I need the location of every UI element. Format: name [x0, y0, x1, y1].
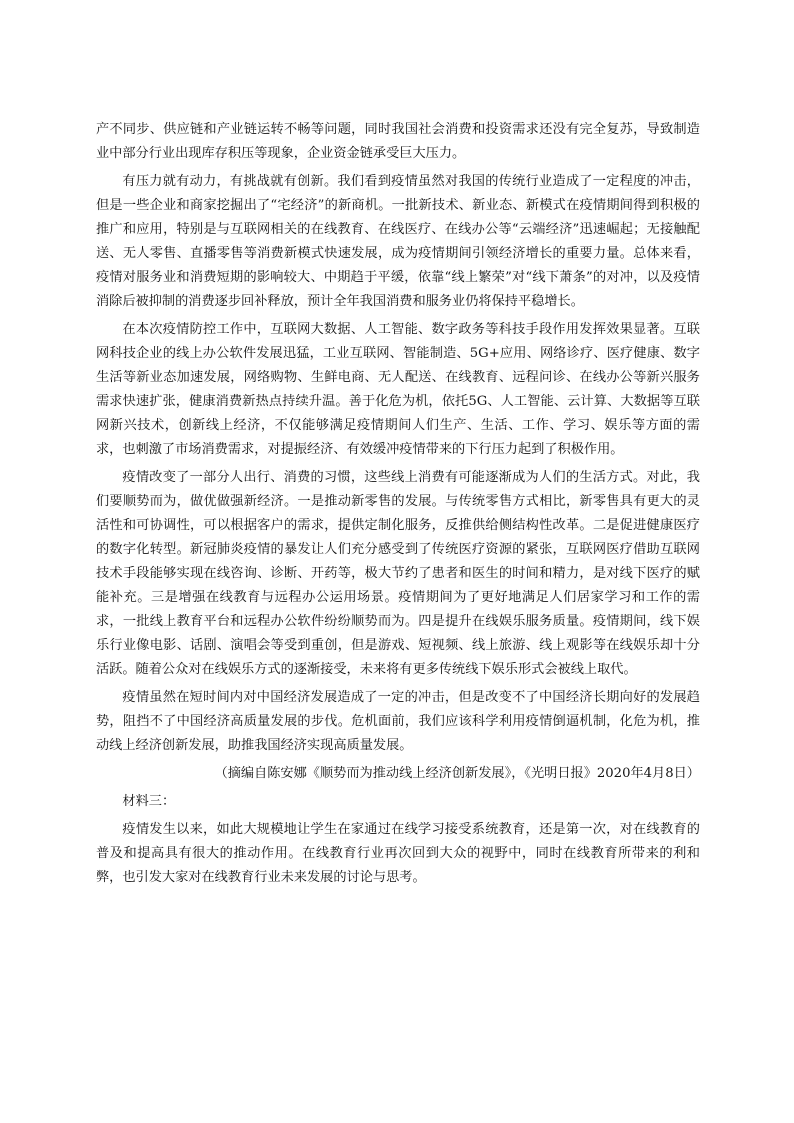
paragraph-continuation: 产不同步、供应链和产业链运转不畅等问题，同时我国社会消费和投资需求还没有完全复苏，导致制造业中部分行业出现库存积压等现象，企业资金链承受巨大压力。 [96, 122, 700, 161]
paragraph-conclusion: 疫情虽然在短时间内对中国经济发展造成了一定的冲击，但是改变不了中国经济长期向好的发展趋势，阻挡不了中国经济高质量发展的步伐。危机面前，我们应该科学利用疫情倒逼机制，化危为机，推动线上经济创新发展，助推我国经济实现高质量发展。 [96, 690, 700, 753]
material-label: 材料三： [122, 794, 176, 809]
paragraph-material-three: 疫情发生以来，如此大规模地让学生在家通过在线学习接受系统教育，还是第一次，对在线教育的普及和提高具有很大的推动作用。在线教育行业再次回到大众的视野中，同时在线教育所带来的利和弊，也引发大家对在线教育行业未来发展的讨论与思考。 [96, 822, 700, 885]
paragraph-new-economy: 疫情改变了一部分人出行、消费的习惯，这些线上消费有可能逐渐成为人们的生活方式。对此，我们要顺势而为，做优做强新经济。一是推动新零售的发展。与传统零售方式相比，新零售具有更大的灵活性和可协调性，可以根据客户的需求，提供定制化服务，反推供给侧结构性改革。二是促进健康医疗的数字化转型。新冠肺炎疫情的暴发让人们充分感受到了传统医疗资源的紧张，互联网医疗借助互联网技术手段能够实现在线咨询、诊断、开药等，极大节约了患者和医生的时间和精力，是对线下医疗的赋能补充。三是增强在线教育与远程办公运用场景。疫情期间为了更好地满足人们居家学习和工作的需求，一批线上教育平台和远程办公软件纷纷顺势而为。四是提升在线娱乐服务质量。疫情期间，线下娱乐行业像电影、话剧、演唱会等受到重创，但是游戏、短视频、线上旅游、线上观影等在线娱乐却十分活跃。随着公众对在线娱乐方式的逐渐接受，未来将有更多传统线下娱乐形式会被线上取代。 [96, 470, 700, 677]
source-citation: （摘编自陈安娜《顺势而为推动线上经济创新发展》，《光明日报》2020年4月8日） [214, 766, 700, 781]
document-page [96, 118, 700, 894]
paragraph-pressure-innovation: 有压力就有动力，有挑战就有创新。我们看到疫情虽然对我国的传统行业造成了一定程度的冲击，但是一些企业和商家挖掘出了“宅经济”的新商机。一批新技术、新业态、新模式在疫情期间得到积极的推广和应用，特别是与互联网相关的在线教育、在线医疗、在线办公等“云端经济”迅速崛起；无接触配送、无人零售、直播零售等消费新模式快速发展，成为疫情期间引领经济增长的重要力量。总体来看，疫情对服务业和消费短期的影响较大、中期趋于平缓，依靠“线上繁荣”对“线下萧条”的对冲，以及疫情消除后被抑制的消费逐步回补释放，预计全年我国消费和服务业仍将保持平稳增长。 [96, 174, 700, 309]
paragraph-epidemic-tech: 在本次疫情防控工作中，互联网大数据、人工智能、数字政务等科技手段作用发挥效果显著。互联网科技企业的线上办公软件发展迅猛，工业互联网、智能制造、5G+应用、网络诊疗、医疗健康、数字生活等新业态加速发展，网络购物、生鲜电商、无人配送、在线教育、远程问诊、在线办公等新兴服务需求快速扩张，健康消费新热点持续升温。善于化危为机，依托5G、人工智能、云计算、大数据等互联网新兴技术，创新线上经济，不仅能够满足疫情期间人们生产、生活、工作、学习、娱乐等方面的需求，也刺激了市场消费需求，对提振经济、有效缓冲疫情带来的下行压力起到了积极作用。 [96, 322, 700, 457]
